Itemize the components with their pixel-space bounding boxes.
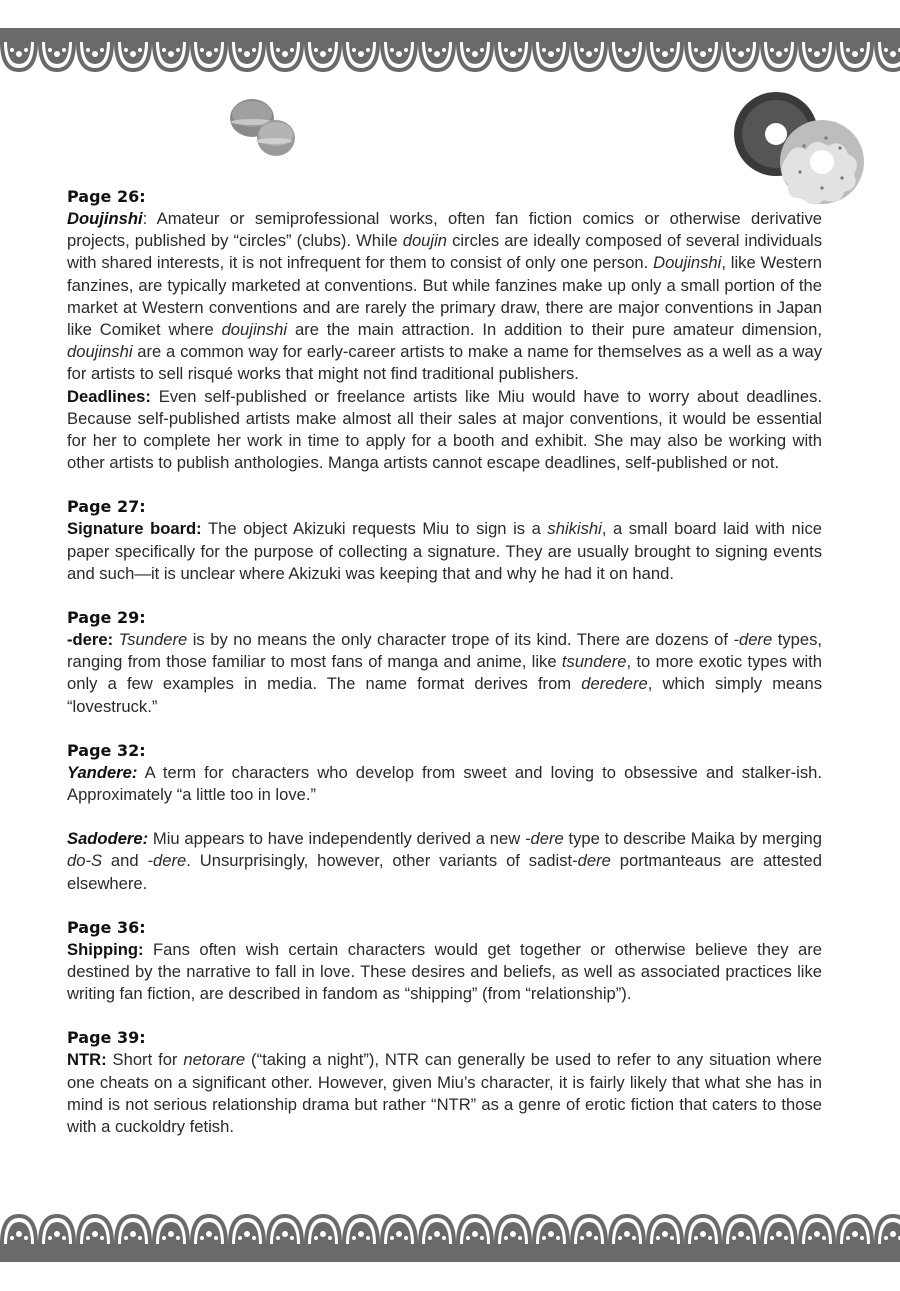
entry-text: , a small board laid with nice paper specifically for the purpose of collecting a signature. They are usually brought to signing events and such—it is unclear where Akizuki was keeping that and why he had it on hand. [67, 519, 822, 583]
entry-text: . Unsurprisingly, however, other variants of sadist- [186, 851, 578, 871]
entry-term: Yandere: [67, 762, 138, 782]
section-page-39 [67, 1027, 822, 1138]
entry-yandere [67, 762, 822, 806]
entry-italic: Doujinshi [653, 253, 722, 273]
section-page-29 [67, 607, 822, 718]
entry-text: A term for characters who develop from sweet and loving to obsessive and stalker-ish. Approximately “a little too in love.” [67, 762, 822, 805]
entry-text: Fans often wish certain characters would get together or otherwise believe they are destined by the narrative to fall in love. These desires and beliefs, as well as associated practices like writing fan fiction, are described in fandom as “shipping” (from “relationship”). [67, 939, 822, 1004]
entry-text: are the main attraction. In addition to their pure amateur dimension, [287, 320, 822, 340]
entry-italic: -dere [525, 829, 564, 849]
entry-term: Deadlines: [67, 386, 151, 406]
entry-term: Shipping: [67, 939, 144, 959]
entry-term: Doujinshi [67, 209, 143, 228]
section-page-26 [67, 186, 822, 474]
entry-text: circles are ideally composed of several individuals with shared interests, it is not infrequent for them to consist of only one person. [67, 231, 822, 273]
entry-text: The object Akizuki requests Miu to sign is a [201, 519, 548, 539]
entry-text: and [102, 851, 148, 871]
lace-border-bottom [0, 1208, 900, 1262]
entry-text: , to more exotic types with only a few examples in media. The name format derives from [67, 652, 822, 694]
entry-ntr [67, 1049, 822, 1138]
entry-italic: doujin [402, 231, 448, 251]
entry-text: type to describe Maika by merging [563, 829, 822, 849]
entry-term: NTR: [67, 1050, 107, 1070]
entry-italic: Tsundere [118, 630, 188, 650]
page-heading: Page 29: [67, 608, 146, 628]
entry-term: -dere: [67, 630, 114, 650]
page-heading: Page 27: [67, 497, 146, 517]
entry-signature-board [67, 518, 822, 585]
page-heading: Page 39: [67, 1028, 146, 1048]
entry-italic: -dere [147, 851, 187, 871]
entry-text: (“taking a night”), NTR can generally be used to refer to any situation where one cheats on a significant other. However, given Miu’s character, it is fairly likely that what she has in mind is not serious relationship drama but rather “NTR” as a genre of erotic fiction that caters to those with a cuckoldry fetish. [67, 1050, 823, 1137]
entry-text: portmanteaus are attested elsewhere. [67, 851, 822, 893]
entry-text: types, ranging from those familiar to most fans of manga and anime, like [67, 630, 822, 672]
entry-text: , like Western fanzines, are typically marketed at conventions. But while fanzines make up only a small portion of the market at Western conventions and are rarely the primary draw, there are major conventions in Japan like Comiket where [67, 253, 822, 340]
entry-italic: dere [577, 851, 611, 871]
entry-text: is by no means the only character trope of its kind. There are dozens of [187, 630, 734, 650]
entry-text: Miu appears to have independently derived a new [148, 829, 525, 849]
page-heading: Page 32: [67, 740, 146, 760]
entry-italic: shikishi [547, 519, 602, 539]
entry-term: Sadodere: [67, 829, 149, 849]
entry-italic: netorare [183, 1050, 246, 1070]
page-heading: Page 36: [67, 917, 146, 937]
page-heading: Page 26: [67, 187, 146, 206]
entry-term: Signature board: [67, 519, 202, 539]
entry-text: Short for [106, 1050, 184, 1070]
section-page-27 [67, 496, 822, 585]
entry-doujinshi [67, 208, 822, 386]
entry-italic: doujinshi [221, 320, 288, 340]
lace-border-top [0, 28, 900, 78]
entry-italic: -dere [733, 630, 773, 650]
entry-deadlines [67, 386, 822, 475]
entry-text: , which simply means “lovestruck.” [67, 674, 822, 716]
entry-italic: tsundere [561, 652, 627, 672]
entry-italic: deredere [581, 674, 648, 694]
entry-italic: do-S [67, 851, 103, 871]
entry-text: are a common way for early-career artists to make a name for themselves as a well as a way for artists to sell risqué works that might not find traditional publishers. [67, 342, 822, 384]
entry-italic: doujinshi [67, 342, 133, 362]
notes-content [67, 186, 822, 1160]
entry-sadodere [67, 828, 822, 895]
entry-text: : Amateur or semiprofessional works, often fan fiction comics or otherwise derivative projects, published by “circles” (clubs). While [67, 209, 822, 251]
entry-shipping [67, 939, 822, 1006]
macarons-illustration [222, 94, 302, 160]
entry-dere [67, 629, 822, 718]
entry-text: Even self-published or freelance artists like Miu would have to worry about deadlines. Because self-published artists make almost all their sales at major conventions, it would be essential for her to complete her work in time to apply for a booth and exhibit. She may also be working with other artists to publish anthologies. Manga artists cannot escape deadlines, self-published or not. [67, 386, 822, 473]
section-page-32 [67, 740, 822, 895]
section-page-36 [67, 917, 822, 1006]
